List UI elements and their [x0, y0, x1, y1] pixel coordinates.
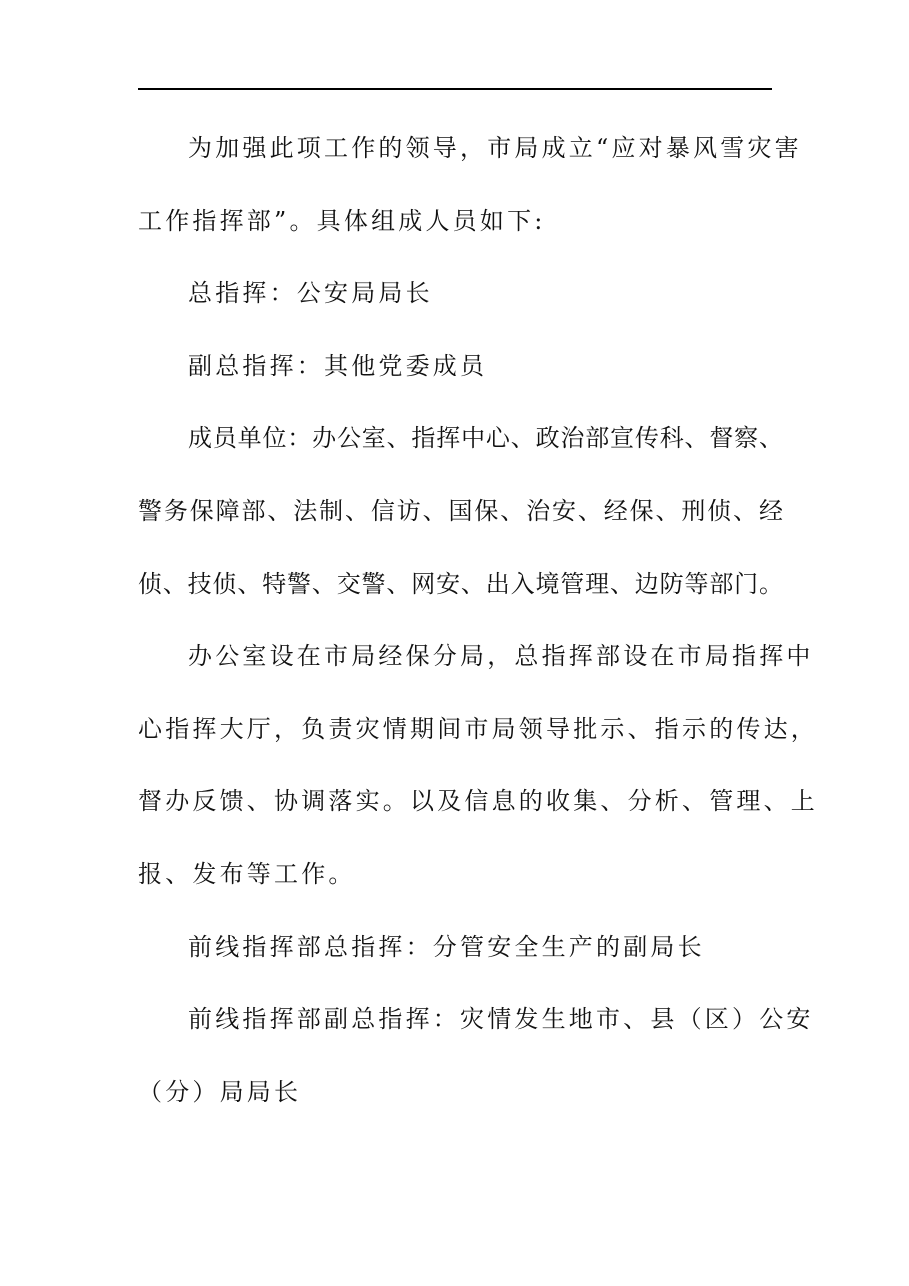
office-paragraph-cont-2: 督办反馈、协调落实。以及信息的收集、分析、管理、上	[138, 787, 818, 816]
frontline-deputy-line-cont: （分）局局长	[138, 1077, 302, 1106]
header-rule	[138, 88, 772, 90]
document-body	[138, 118, 818, 1134]
member-units-line-cont-1: 警务保障部、法制、信访、国保、治安、经保、刑侦、经	[138, 496, 783, 525]
office-paragraph-cont-1: 心指挥大厅，负责灾情期间市局领导批示、指示的传达，	[138, 714, 818, 743]
office-paragraph: 办公室设在市局经保分局，总指挥部设在市局指挥中	[188, 642, 814, 671]
member-units-line-cont-2: 侦、技侦、特警、交警、网安、出入境管理、边防等部门。	[138, 569, 783, 598]
commander-line: 总指挥：公安局局长	[188, 279, 433, 308]
paragraph-command-intro: 为加强此项工作的领导，市局成立“应对暴风雪灾害	[188, 134, 802, 162]
office-paragraph-cont-3: 报、发布等工作。	[138, 859, 356, 888]
deputy-commander-line: 副总指挥：其他党委成员	[188, 351, 488, 380]
paragraph-command-intro-cont: 工作指挥部”。具体组成人员如下:	[138, 206, 546, 235]
member-units-line: 成员单位：办公室、指挥中心、政治部宣传科、督察、	[188, 424, 783, 453]
frontline-deputy-line: 前线指挥部副总指挥：灾情发生地市、县（区）公安	[188, 1005, 814, 1034]
frontline-commander-line: 前线指挥部总指挥：分管安全生产的副局长	[188, 932, 705, 961]
